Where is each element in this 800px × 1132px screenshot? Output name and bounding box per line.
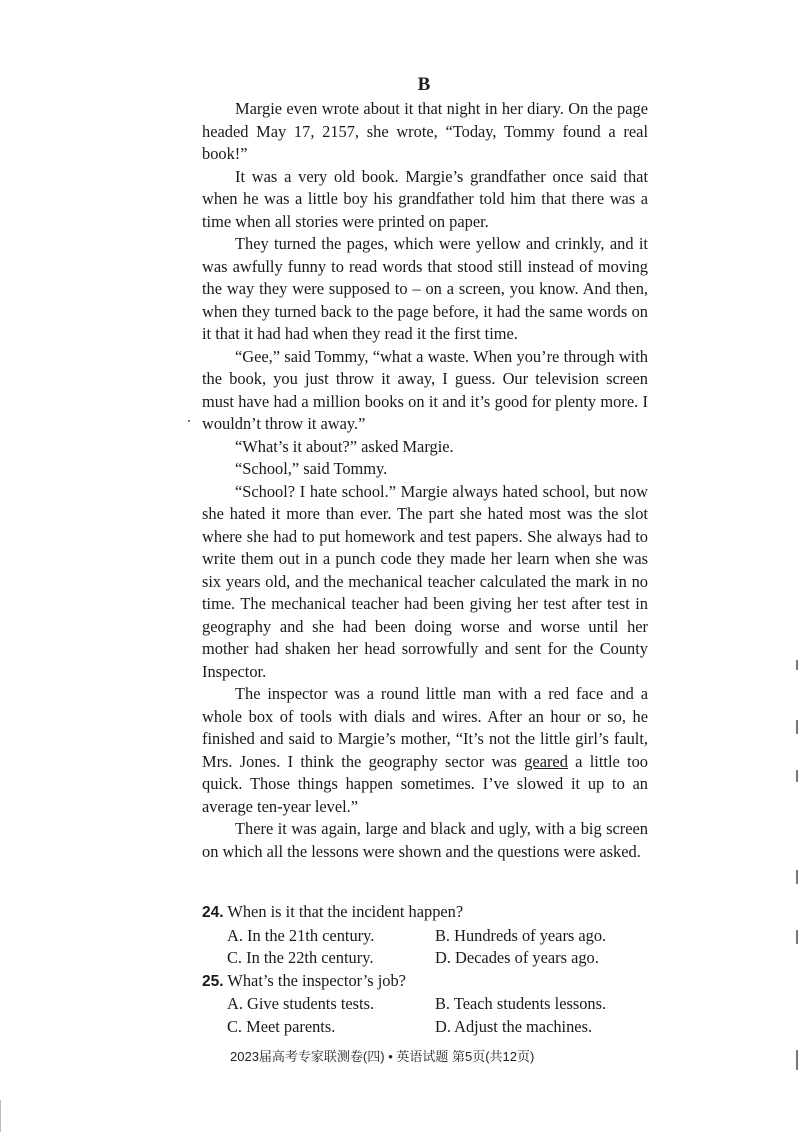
paragraph-2: It was a very old book. Margie’s grandfather once said that when he was a little boy his grandfather told him that there was a time when all stories were printed on paper. [202,166,648,231]
paragraph-3: They turned the pages, which were yellow and crinkly, and it was awfully funny to read words that stood still instead of moving the way they were supposed to – on a screen, you know. And then, when they turned back to the page before, it had the same words on it that it had had when they read it the first time. [202,234,648,343]
page-footer: 2023届高考专家联测卷(四) • 英语试题 第5页(共12页) [230,1049,535,1064]
questions [202,901,672,1038]
scan-mark [188,420,190,422]
paragraph-4: “Gee,” said Tommy, “what a waste. When you’re through with the book, you just throw it away, I guess. Our television screen must have had a million books on it and it’s good for plenty more. I wouldn’t throw it away.” [202,346,648,433]
option-b[interactable]: B. Hundreds of years ago. [435,925,607,945]
scan-mark [796,720,798,734]
question-number: 24. [202,904,224,921]
options-row [202,947,672,970]
reading-passage [202,98,648,863]
scan-mark [796,660,798,670]
paragraph-1: Margie even wrote about it that night in her diary. On the page headed May 17, 2157, she wrote, “Today, Tommy found a real book!” [202,99,648,163]
options-row [202,1016,672,1039]
options-row [202,993,672,1016]
options-row [202,925,672,948]
option-a[interactable]: A. In the 21th century. [227,925,375,945]
question-text: What’s the inspector’s job? [227,970,406,990]
question-24 [202,901,672,925]
paragraph-9: There it was again, large and black and ugly, with a big screen on which all the lessons were shown and the questions were asked. [202,819,648,861]
paragraph-8-after: a little too quick. Those things happen sometimes. I’ve slowed it up to an average ten-year level.” [202,751,648,816]
section-heading: B [417,74,431,95]
scan-mark [796,1050,798,1070]
paragraph-8-before: The inspector was a round little man with a red face and a whole box of tools with dials and wires. After an hour or so, he finished and said to Margie’s mother, “It’s not the little girl’s fault, Mrs. Jones. I think the geography sector was [202,684,648,771]
option-c[interactable]: C. Meet parents. [227,1016,336,1036]
option-c[interactable]: C. In the 22th century. [227,948,374,967]
paragraph-8 [202,683,648,818]
question-text: When is it that the incident happen? [227,902,464,921]
paragraph-6: “School,” said Tommy. [235,459,388,478]
scan-mark [796,770,798,782]
option-d[interactable]: D. Decades of years ago. [435,948,599,967]
underlined-word: geared [524,751,568,771]
paragraph-7: “School? I hate school.” Margie always hated school, but now she hated it more than ever. The part she hated most was the slot where she had to put homework and test papers. She always had to write them out in a punch code they made her learn when she was six years old, and the mechanical teacher calculated the mark in no time. The mechanical teacher had been giving her test after test in geography and she had been doing worse and worse until her mother had shaken her head sorrowfully and sent for the County Inspector. [202,481,648,681]
scan-mark [796,870,798,884]
scan-mark [0,1100,1,1132]
paragraph-5: “What’s it about?” asked Margie. [235,436,454,456]
question-25 [202,970,672,994]
option-d[interactable]: D. Adjust the machines. [435,1016,593,1036]
option-a[interactable]: A. Give students tests. [227,994,375,1013]
question-number: 25. [202,972,224,990]
scan-mark [796,930,798,944]
option-b[interactable]: B. Teach students lessons. [435,994,607,1013]
